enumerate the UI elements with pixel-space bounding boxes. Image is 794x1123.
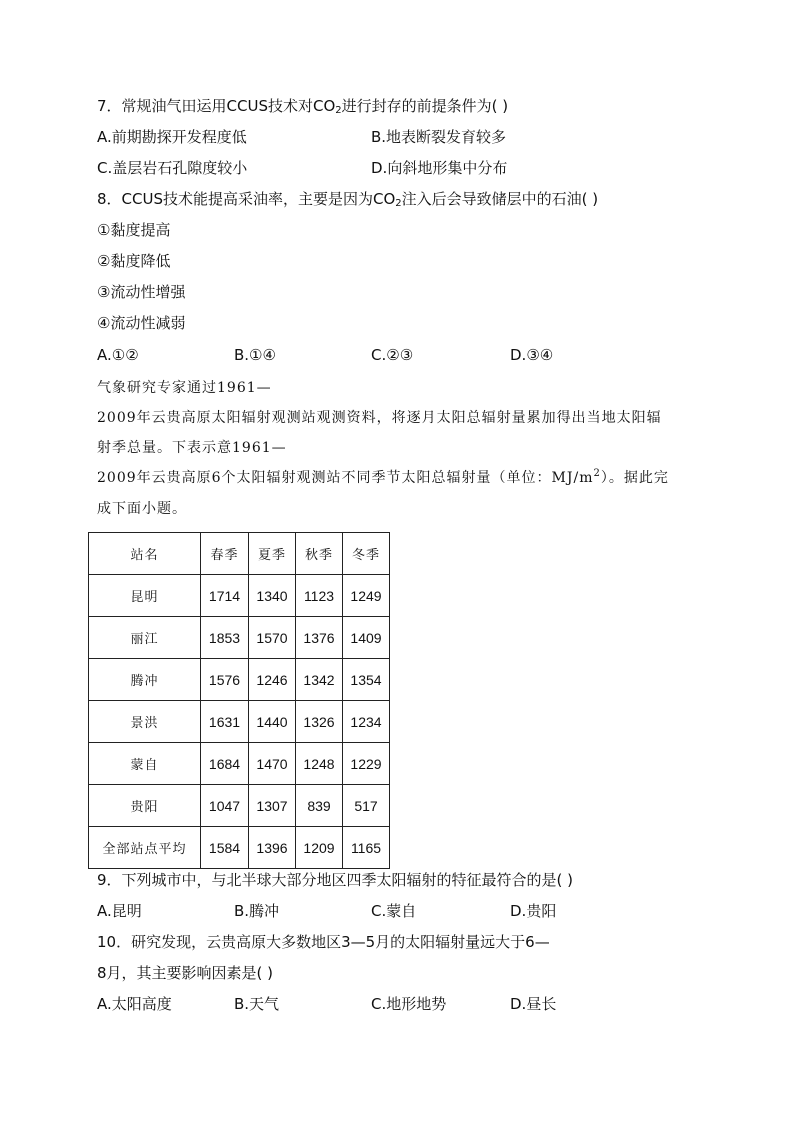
table-row bbox=[89, 701, 390, 743]
cell-winter: 517 bbox=[343, 785, 390, 827]
passage-line-2: 2009年云贵高原太阳辐射观测站观测资料，将逐月太阳总辐射量累加得出当地太阳辐 bbox=[97, 410, 662, 426]
cell-spring: 1853 bbox=[201, 617, 249, 659]
cell-summer: 1246 bbox=[249, 659, 296, 701]
cell-winter: 1409 bbox=[343, 617, 390, 659]
cell-spring: 1684 bbox=[201, 743, 249, 785]
cell-autumn: 839 bbox=[296, 785, 343, 827]
table-row bbox=[89, 617, 390, 659]
header-winter: 冬季 bbox=[343, 533, 390, 575]
station-name: 景洪 bbox=[89, 701, 201, 743]
question-7-stem: 7．常规油气田运用CCUS技术对$CO_2$进行封存的前提条件为( ) bbox=[97, 97, 509, 116]
q8-option-d[interactable]: D.③④ bbox=[510, 346, 554, 364]
header-spring: 春季 bbox=[201, 533, 249, 575]
table-row bbox=[89, 827, 390, 869]
question-9-stem: 9．下列城市中，与北半球大部分地区四季太阳辐射的特征最符合的是( ) bbox=[97, 871, 574, 889]
cell-summer: 1340 bbox=[249, 575, 296, 617]
q8-option-b[interactable]: B.①④ bbox=[234, 346, 276, 364]
passage-line-1: 气象研究专家通过1961— bbox=[97, 380, 272, 396]
cell-winter: 1165 bbox=[343, 827, 390, 869]
header-station: 站名 bbox=[89, 533, 201, 575]
station-name: 蒙自 bbox=[89, 743, 201, 785]
cell-winter: 1354 bbox=[343, 659, 390, 701]
table-header-row bbox=[89, 533, 390, 575]
q7-option-d[interactable]: D.向斜地形集中分布 bbox=[371, 159, 508, 177]
cell-summer: 1396 bbox=[249, 827, 296, 869]
passage-line-3: 射季总量。下表示意1961— bbox=[97, 440, 287, 456]
q7-option-b[interactable]: B.地表断裂发育较多 bbox=[371, 128, 507, 146]
station-name: 贵阳 bbox=[89, 785, 201, 827]
cell-summer: 1440 bbox=[249, 701, 296, 743]
cell-spring: 1047 bbox=[201, 785, 249, 827]
q9-option-b[interactable]: B.腾冲 bbox=[234, 902, 280, 920]
q7-option-c[interactable]: C.盖层岩石孔隙度较小 bbox=[97, 159, 248, 177]
station-name: 全部站点平均 bbox=[89, 827, 201, 869]
q8-item-2: ②黏度降低 bbox=[97, 252, 171, 270]
q8-item-1: ①黏度提高 bbox=[97, 221, 171, 239]
cell-summer: 1307 bbox=[249, 785, 296, 827]
cell-spring: 1576 bbox=[201, 659, 249, 701]
station-name: 丽江 bbox=[89, 617, 201, 659]
cell-autumn: 1248 bbox=[296, 743, 343, 785]
q10-option-d[interactable]: D.昼长 bbox=[510, 995, 557, 1013]
q9-option-c[interactable]: C.蒙自 bbox=[371, 902, 417, 920]
q8-option-a[interactable]: A.①② bbox=[97, 346, 139, 364]
table-row bbox=[89, 785, 390, 827]
cell-spring: 1584 bbox=[201, 827, 249, 869]
passage-line-4: 2009年云贵高原6个太阳辐射观测站不同季节太阳总辐射量（单位：$MJ/m^2$）。据此完 bbox=[97, 468, 669, 486]
header-autumn: 秋季 bbox=[296, 533, 343, 575]
cell-summer: 1470 bbox=[249, 743, 296, 785]
radiation-table bbox=[88, 532, 390, 869]
cell-autumn: 1376 bbox=[296, 617, 343, 659]
cell-spring: 1714 bbox=[201, 575, 249, 617]
table-row bbox=[89, 659, 390, 701]
q8-item-3: ③流动性增强 bbox=[97, 283, 186, 301]
cell-autumn: 1342 bbox=[296, 659, 343, 701]
cell-winter: 1234 bbox=[343, 701, 390, 743]
q9-option-d[interactable]: D.贵阳 bbox=[510, 902, 557, 920]
q8-item-4: ④流动性减弱 bbox=[97, 314, 186, 332]
cell-autumn: 1326 bbox=[296, 701, 343, 743]
q10-option-b[interactable]: B.天气 bbox=[234, 995, 280, 1013]
passage-line-5: 成下面小题。 bbox=[97, 501, 187, 517]
table-row bbox=[89, 575, 390, 617]
cell-winter: 1249 bbox=[343, 575, 390, 617]
q7-option-a[interactable]: A.前期勘探开发程度低 bbox=[97, 128, 247, 146]
q10-option-a[interactable]: A.太阳高度 bbox=[97, 995, 172, 1013]
station-name: 昆明 bbox=[89, 575, 201, 617]
q9-option-a[interactable]: A.昆明 bbox=[97, 902, 142, 920]
station-name: 腾冲 bbox=[89, 659, 201, 701]
header-summer: 夏季 bbox=[249, 533, 296, 575]
q10-option-c[interactable]: C.地形地势 bbox=[371, 995, 447, 1013]
q8-option-c[interactable]: C.②③ bbox=[371, 346, 414, 364]
question-10-stem-line-2: 8月，其主要影响因素是( ) bbox=[97, 964, 274, 982]
question-8-stem: 8．CCUS技术能提高采油率，主要是因为$CO_2$注入后会导致储层中的石油( ) bbox=[97, 190, 599, 209]
cell-winter: 1229 bbox=[343, 743, 390, 785]
table-row bbox=[89, 743, 390, 785]
cell-spring: 1631 bbox=[201, 701, 249, 743]
cell-autumn: 1209 bbox=[296, 827, 343, 869]
question-10-stem-line-1: 10．研究发现，云贵高原大多数地区3—5月的太阳辐射量远大于6— bbox=[97, 933, 550, 951]
cell-autumn: 1123 bbox=[296, 575, 343, 617]
cell-summer: 1570 bbox=[249, 617, 296, 659]
